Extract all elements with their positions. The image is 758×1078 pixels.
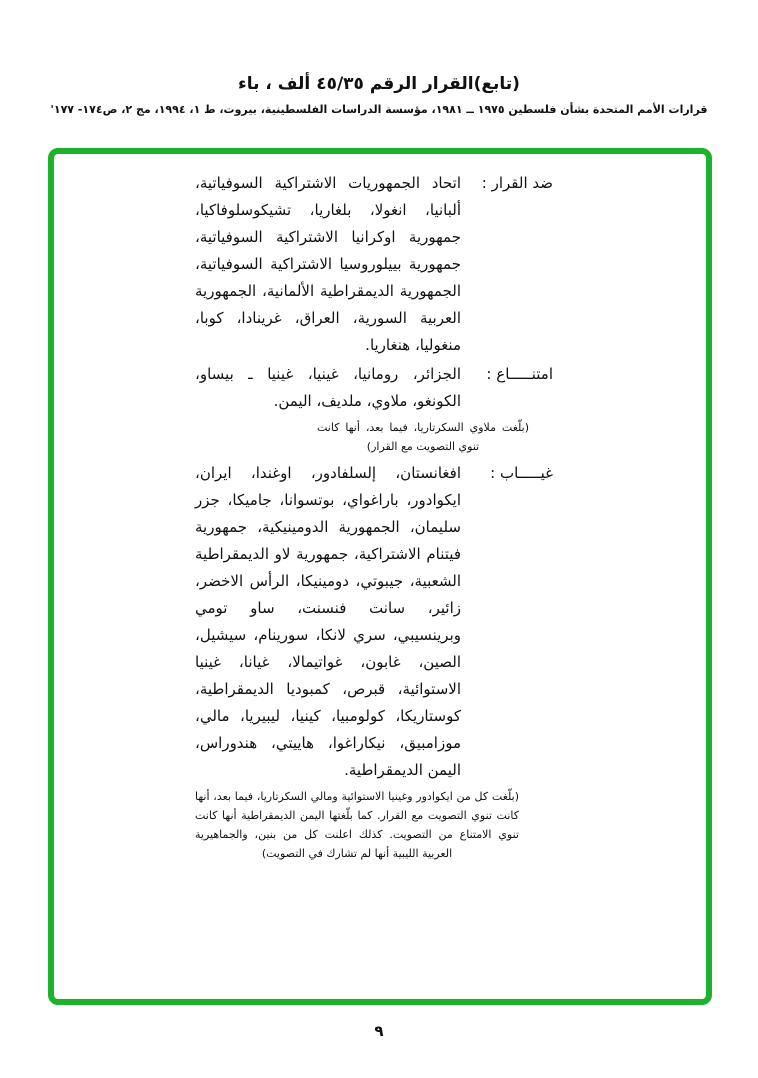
vote-record	[195, 170, 553, 867]
section-absent-note: (بلّغت كل من ايكوادور وغينيا الاستوائية ومالي السكرتاريا، فيما بعد، أنها كانت تنوي التصويت مع القرار. كما بلّغتها اليمن الديمقراطية أنها كانت تنوي الامتناع من التصويت. كذلك اعلنت كل من بنين، والجماهيرية العربية الليبية أنها لم تشارك في التصويت)	[195, 790, 519, 860]
page-number: ٩	[374, 1022, 384, 1040]
section-against-row	[195, 170, 553, 359]
section-absent-countries: افغانستان، إلسلفادور، اوغندا، ايران، ايكوادور، باراغواي، بوتسوانا، جاميكا، جزر سليمان، الجمهورية الدومينيكية، جمهورية فيتنام الاشتراكية، جمهورية لاو الديمقراطية الشعبية، جيبوتي، دومينيكا، الرأس الاخضر، زائير، سانت فنسنت، ساو تومي وبرينسيبي، سري لانكا، سورينام، سيشيل، الصين، غابون، غواتيمالا، غيانا، غينيا الاستوائية، قبرص، كمبوديا الديمقراطية، كوستاريكا، كولومبيا، كينيا، ليبيريا، مالي، موزامبيق، نيكاراغوا، هاييتي، هندوراس، اليمن الديمقراطية.	[195, 464, 461, 779]
citation-line: قرارات الأمم المتحدة بشأن فلسطين ١٩٧٥ ــ ١٩٨١، مؤسسة الدراسات الفلسطينية، بيروت، ط ١، ١٩٩٤، مج ٢، ص١٧٤- ١٧٧'	[50, 103, 708, 116]
document-header	[0, 74, 758, 116]
section-abstain-countries: الجزائر، رومانيا، غينيا، غينيا ـ بيساو، الكونغو، ملاوي، ملديف، اليمن.	[195, 365, 461, 410]
content-frame	[48, 148, 712, 1005]
section-absent-label: غيـــــاب :	[490, 464, 553, 482]
section-against-label: ضد القرار :	[481, 174, 553, 192]
section-absent	[195, 460, 553, 863]
section-absent-row	[195, 460, 553, 784]
section-abstain-label: امتنـــــاع :	[486, 365, 553, 383]
section-abstain	[195, 361, 553, 456]
section-abstain-note: (بلّغت ملاوي السكرتاريا، فيما بعد، أنها كانت تنوي التصويت مع القرار)	[317, 421, 529, 453]
section-against-countries: اتحاد الجمهوريات الاشتراكية السوفياتية، ألبانيا، انغولا، بلغاريا، تشيكوسلوفاكيا، جمهورية اوكرانيا الاشتراكية السوفياتية، جمهورية بييلوروسيا الاشتراكية السوفياتية، الجمهورية الديمقراطية الألمانية، الجمهورية العربية السورية، العراق، غرينادا، كوبا، منغوليا، هنغاريا.	[195, 174, 461, 354]
section-against	[195, 170, 553, 359]
section-abstain-row	[195, 361, 553, 415]
page-title: (تابع)القرار الرقم ٤٥/٣٥ ألف ، باء	[238, 74, 520, 94]
